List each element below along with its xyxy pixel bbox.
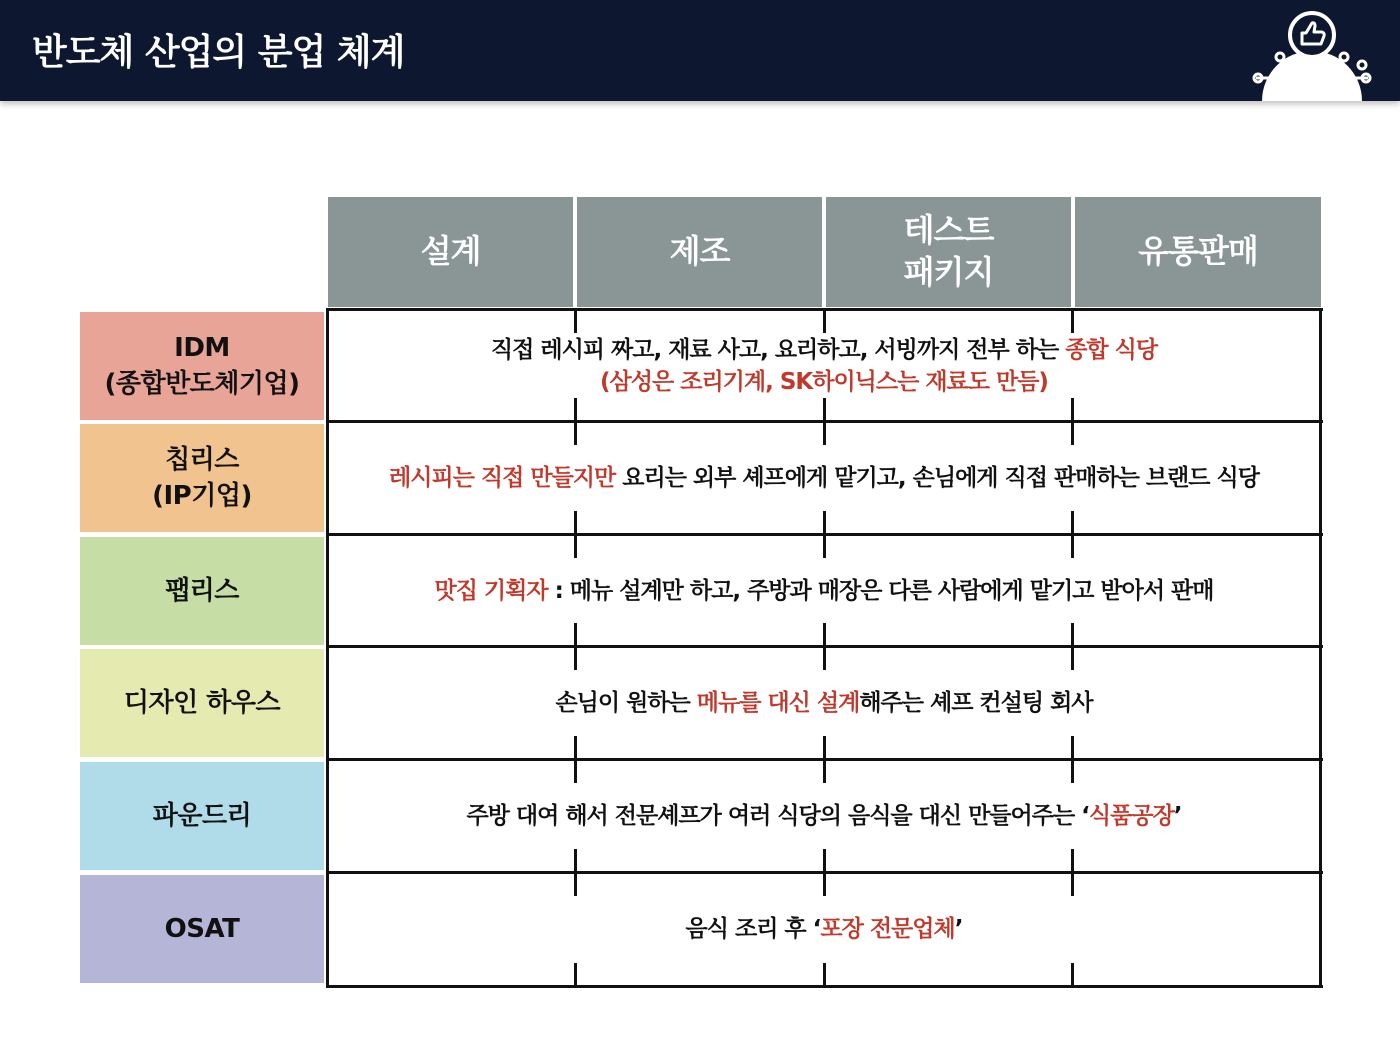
row-label-chipless: 칩리스 (IP기업) (80, 424, 324, 532)
row-description-foundry (330, 762, 1318, 870)
title-bar (0, 0, 1400, 101)
column-header-distribution (1075, 197, 1321, 307)
column-header-test-package (826, 197, 1071, 307)
column-header-label: 유통판매 (1138, 232, 1258, 271)
highlight-text: 메뉴를 대신 설계 (696, 689, 860, 716)
column-header-design (328, 197, 573, 307)
row-label-osat: OSAT (80, 875, 324, 983)
description-line: 맛집 기획자 : 메뉴 설계만 하고, 주방과 매장은 다른 사람에게 맡기고 받아서 판매 (434, 577, 1214, 604)
description-line: 손님이 원하는 메뉴를 대신 설계해주는 셰프 컨설팅 회사 (555, 689, 1093, 716)
row-description-chipless (330, 424, 1318, 532)
row-label-idm: IDM (종합반도체기업) (80, 312, 324, 420)
row-label-design-house: 디자인 하우스 (80, 649, 324, 757)
description-note: (삼성은 조리기계, SK하이닉스는 재료도 만듬) (600, 369, 1048, 395)
highlight-text: 레시피는 직접 만들지만 (389, 464, 616, 491)
row-description-osat (330, 875, 1318, 983)
row-description-design-house (330, 649, 1318, 757)
description-line: 음식 조리 후 ‘포장 전문업체’ (685, 915, 963, 942)
highlight-text: 포장 전문업체 (820, 915, 955, 942)
highlight-text: 식품공장 (1088, 802, 1174, 829)
highlight-text: 맛집 기획자 (434, 577, 548, 604)
row-divider (326, 985, 1323, 988)
page-title: 반도체 산업의 분업 체계 (32, 32, 405, 73)
description-line: 직접 레시피 짜고, 재료 사고, 요리하고, 서빙까지 전부 하는 종합 식당 (490, 336, 1158, 363)
thumbs-up-network-icon (1250, 8, 1374, 101)
column-header-label: 테스트 패키지 (903, 211, 994, 291)
row-description-fabless (330, 537, 1318, 645)
row-label-fabless: 팹리스 (80, 537, 324, 645)
row-description-idm (330, 312, 1318, 420)
column-header-label: 제조 (669, 232, 730, 271)
column-header-manufacturing (577, 197, 822, 307)
highlight-text: 종합 식당 (1065, 336, 1158, 363)
description-line: 주방 대여 해서 전문셰프가 여러 식당의 음식을 대신 만들어주는 ‘식품공장’ (466, 802, 1182, 829)
row-label-foundry: 파운드리 (80, 762, 324, 870)
description-line: 레시피는 직접 만들지만 요리는 외부 셰프에게 맡기고, 손님에게 직접 판매하는 브랜드 식당 (389, 464, 1259, 491)
column-header-label: 설계 (420, 232, 481, 271)
